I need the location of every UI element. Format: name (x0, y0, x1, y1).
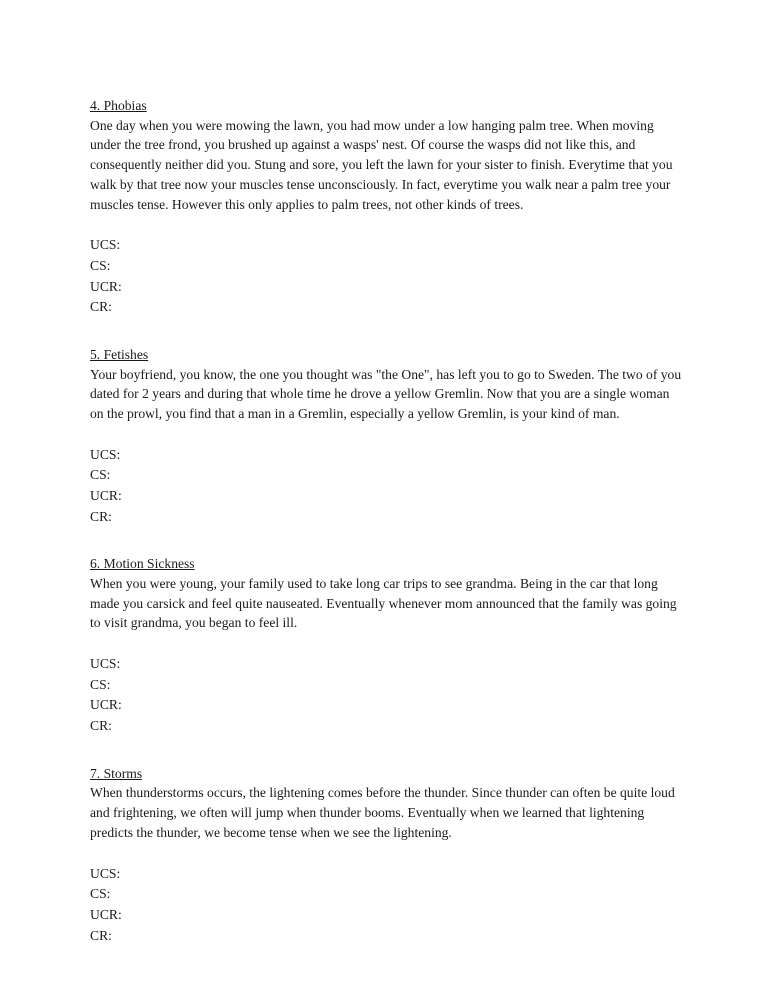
cr-label: CR: (90, 927, 112, 943)
cs-label: CS: (90, 467, 111, 483)
ucr-label: UCR: (90, 906, 122, 922)
section-fetishes (90, 345, 682, 527)
section-heading: 5. Fetishes (90, 346, 149, 362)
ucr-label: UCR: (90, 697, 122, 713)
section-phobias (90, 96, 682, 318)
section-heading: 6. Motion Sickness (90, 556, 195, 572)
section-body: When you were young, your family used to take long car trips to see grandma. Being in the car that long made you carsick and feel quite nauseated. Eventually whenever mom announced that the family was going to visit grandma, you began to feel ill. (90, 575, 677, 631)
cr-label: CR: (90, 718, 112, 734)
cs-label: CS: (90, 886, 111, 902)
section-storms (90, 764, 682, 946)
answer-labels (90, 654, 682, 737)
answer-labels (90, 235, 682, 318)
section-motion-sickness (90, 554, 682, 736)
section-body: When thunderstorms occurs, the lightening comes before the thunder. Since thunder can often be quite loud and frightening, we often will jump when thunder booms. Eventually when we learned that lightening predicts the thunder, we become tense when we see the lightening. (90, 785, 675, 840)
section-body: Your boyfriend, you know, the one you thought was "the One", has left you to go to Sweden. The two of you dated for 2 years and during that whole time he drove a yellow Gremlin. Now that you are a single woman on the prowl, you find that a man in a Gremlin, especially a yellow Gremlin, is your kind of man. (90, 366, 682, 421)
section-heading: 7. Storms (90, 765, 143, 781)
ucs-label: UCS: (90, 237, 121, 253)
ucs-label: UCS: (90, 446, 121, 462)
section-body: One day when you were mowing the lawn, you had mow under a low hanging palm tree. When moving under the tree frond, you brushed up against a wasps' nest. Of course the wasps did not like this, and consequently neither did you. Stung and sore, you left the lawn for your sister to finish. Everytime that you walk by that tree now your muscles tense unconsciously. In fact, everytime you walk near a palm tree your muscles tense. However this only applies to palm trees, not other kinds of trees. (90, 117, 673, 212)
cr-label: CR: (90, 299, 112, 315)
answer-labels (90, 445, 682, 528)
cr-label: CR: (90, 508, 112, 524)
ucr-label: UCR: (90, 278, 122, 294)
section-heading: 4. Phobias (90, 98, 147, 113)
ucs-label: UCS: (90, 865, 121, 881)
cs-label: CS: (90, 257, 111, 273)
answer-labels (90, 864, 682, 947)
ucr-label: UCR: (90, 487, 122, 503)
cs-label: CS: (90, 676, 111, 692)
ucs-label: UCS: (90, 656, 121, 672)
